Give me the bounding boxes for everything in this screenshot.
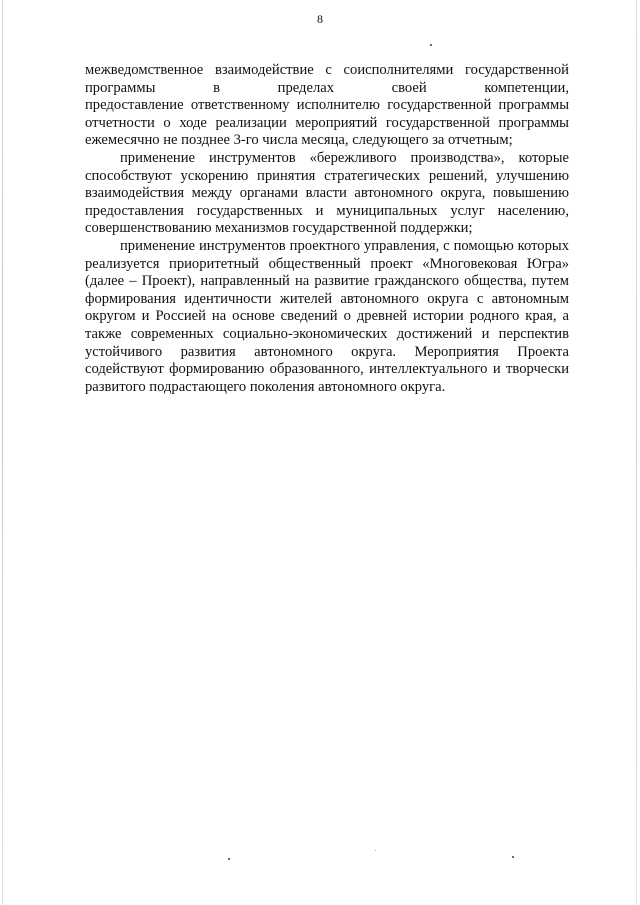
paragraph-interagency-line2: предоставление ответственному исполнителю государственной программы отчетности о ходе реализации мероприятий государственной программы ежемесячно не позднее 3-го числа месяца, следующего за отчетным; (85, 97, 569, 149)
scan-speck (430, 44, 432, 46)
paragraph-interagency-line1: межведомственное взаимодействие с соисполнителями государственной программы в пределах своей компетенции, (85, 62, 569, 96)
scan-speck (512, 856, 514, 858)
scan-speck (228, 858, 230, 860)
page-number: 8 (317, 12, 323, 26)
scan-edge-right (636, 0, 637, 905)
paragraph-project-management: применение инструментов проектного управления, с помощью которых реализуется приоритетный общественный проект «Многовековая Югра» (далее – Проект), направленный на развитие гражданского общества, путем формирования идентичности жителей автономного округа с автономным округом и Россией на основе сведений о древней истории родного края, а также современных социально-экономических достижений и перспектив устойчивого развития автономного округа. Мероприятия Проекта содействуют формированию образованного, интеллектуального и творчески развитого подрастающего поколения автономного округа. (85, 237, 569, 395)
document-body (85, 62, 569, 396)
scan-speck (375, 850, 376, 851)
paragraph-lean-production: применение инструментов «бережливого производства», которые способствуют ускорению принятия стратегических решений, улучшению взаимодействия между органами власти автономного округа, повышению предоставления государственных и муниципальных услуг населению, совершенствованию механизмов государственной поддержки; (85, 149, 569, 237)
scan-edge-left (2, 0, 3, 905)
